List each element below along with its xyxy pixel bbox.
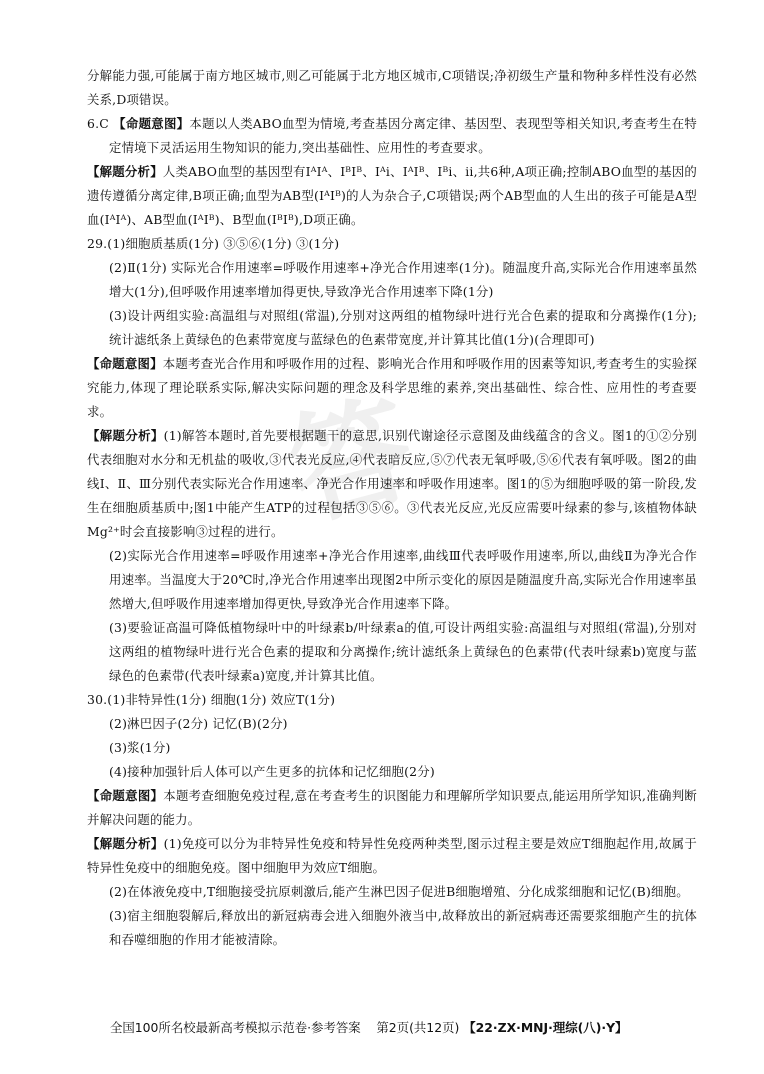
section-label: 【命题意图】 [113, 116, 190, 131]
section-label: 【解题分析】 [87, 428, 164, 443]
paragraph-text: (2)在体液免疫中,T细胞接受抗原刺激后,能产生淋巴因子促进B细胞增殖、分化成浆细胞和记忆(B)细胞。 [109, 884, 689, 899]
answer-paragraph [87, 880, 697, 904]
answer-paragraph [87, 112, 697, 160]
paragraph-text: (4)接种加强针后人体可以产生更多的抗体和记忆细胞(2分) [109, 764, 435, 779]
question-number: 6.C [87, 116, 114, 131]
answer-paragraph [87, 760, 697, 784]
paragraph-text: (2)Ⅱ(1分) 实际光合作用速率=呼吸作用速率+净光合作用速率(1分)。随温度升高,实际光合作用速率虽然增大(1分),但呼吸作用速率增加得更快,导致净光合作用速率下降(1分) [109, 260, 697, 299]
paragraph-text: (3)浆(1分) [109, 740, 171, 755]
paragraph-text: (1)解答本题时,首先要根据题干的意思,识别代谢途径示意图及曲线蕴含的含义。图1的①②分别代表细胞对水分和无机盐的吸收,③代表光反应,④代表暗反应,⑤⑦代表无氧呼吸,⑤⑥代表有氧呼吸。图2的曲线Ⅰ、Ⅱ、Ⅲ分别代表实际光合作用速率、净光合作用速率和呼吸作用速率。图1的⑤为细胞呼吸的第一阶段,发生在细胞质基质中;图1中能产生ATP的过程包括③⑤⑥。③代表光反应,光反应需要叶绿素的参与,该植物体缺Mg²⁺时会直接影响③过程的进行。 [87, 428, 698, 539]
paragraph-text: (1)免疫可以分为非特异性免疫和特异性免疫两种类型,图示过程主要是效应T细胞起作用,故属于特异性免疫中的细胞免疫。图中细胞甲为效应T细胞。 [87, 836, 697, 875]
section-label: 【命题意图】 [87, 788, 164, 803]
section-label: 【解题分析】 [87, 836, 164, 851]
paragraph-text: (2)淋巴因子(2分) 记忆(B)(2分) [109, 716, 288, 731]
answer-paragraph [87, 544, 697, 616]
section-label: 【命题意图】 [87, 356, 163, 371]
footer-series: 全国100所名校最新高考模拟示范卷·参考答案 [110, 1020, 361, 1035]
answer-paragraph [87, 784, 697, 832]
paragraph-text: 本题考查光合作用和呼吸作用的过程、影响光合作用和呼吸作用的因素等知识,考查考生的实验探究能力,体现了理论联系实际,解决实际问题的理念及科学思维的素养,突出基础性、综合性、应用性的考查要求。 [87, 356, 697, 419]
answer-paragraph [87, 736, 697, 760]
answer-content [87, 64, 697, 952]
paragraph-text: 分解能力强,可能属于南方地区城市,则乙可能属于北方地区城市,C项错误;净初级生产量和物种多样性没有必然关系,D项错误。 [87, 68, 697, 107]
answer-paragraph [87, 688, 697, 712]
watermark: 答 [275, 378, 428, 545]
answer-paragraph [87, 424, 697, 544]
page-footer [110, 1018, 710, 1036]
paragraph-text: (2)实际光合作用速率=呼吸作用速率+净光合作用速率,曲线Ⅲ代表呼吸作用速率,所以,曲线Ⅱ为净光合作用速率。当温度大于20℃时,净光合作用速率出现图2中所示变化的原因是随温度升高,实际光合作用速率虽然增大,但呼吸作用速率增加得更快,导致净光合作用速率下降。 [109, 548, 697, 611]
answer-paragraph [87, 64, 697, 112]
answer-paragraph [87, 616, 697, 688]
paragraph-text: 本题考查细胞免疫过程,意在考查考生的识图能力和理解所学知识要点,能运用所学知识,准确判断并解决问题的能力。 [87, 788, 697, 827]
paragraph-text: (3)要验证高温可降低植物绿叶中的叶绿素b/叶绿素a的值,可设计两组实验:高温组与对照组(常温),分别对这两组的植物绿叶进行光合色素的提取和分离操作;统计滤纸条上黄绿色的色素带(代表叶绿素b)宽度与蓝绿色的色素带(代表叶绿素a)宽度,并计算其比值。 [109, 620, 697, 683]
footer-page-number: 第2页(共12页) [376, 1020, 460, 1035]
answer-paragraph [87, 304, 697, 352]
answer-paragraph [87, 832, 697, 880]
answer-paragraph [87, 712, 697, 736]
footer-paper-code: 【22·ZX·MNJ·理综(八)·Y】 [463, 1020, 628, 1035]
answer-paragraph [87, 256, 697, 304]
paragraph-text: 人类ABO血型的基因型有IᴬIᴬ、IᴮIᴮ、Iᴬi、IᴬIᴮ、Iᴮi、ii,共6种,A项正确;控制ABO血型的基因的遗传遵循分离定律,B项正确;血型为AB型(IᴬIᴮ)的人为杂合子,C项错误;两个AB型血的人生出的孩子可能是A型血(IᴬIᴬ)、AB型血(IᴬIᴮ)、B型血(IᴮIᴮ),D项正确。 [87, 164, 697, 227]
paragraph-text: 29.(1)细胞质基质(1分) ③⑤⑥(1分) ③(1分) [87, 236, 340, 251]
answer-paragraph [87, 904, 697, 952]
section-label: 【解题分析】 [87, 164, 163, 179]
paragraph-text: (3)设计两组实验:高温组与对照组(常温),分别对这两组的植物绿叶进行光合色素的提取和分离操作(1分);统计滤纸条上黄绿色的色素带宽度与蓝绿色的色素带宽度,并计算其比值(1分)(合理即可) [109, 308, 697, 347]
paragraph-text: (3)宿主细胞裂解后,释放出的新冠病毒会进入细胞外液当中,故释放出的新冠病毒还需要浆细胞产生的抗体和吞噬细胞的作用才能被清除。 [109, 908, 697, 947]
answer-paragraph [87, 160, 697, 232]
paragraph-text: 本题以人类ABO血型为情境,考查基因分离定律、基因型、表现型等相关知识,考查考生在特定情境下灵活运用生物知识的能力,突出基础性、应用性的考查要求。 [109, 116, 697, 155]
answer-paragraph [87, 232, 697, 256]
answer-paragraph [87, 352, 697, 424]
paragraph-text: 30.(1)非特异性(1分) 细胞(1分) 效应T(1分) [87, 692, 336, 707]
